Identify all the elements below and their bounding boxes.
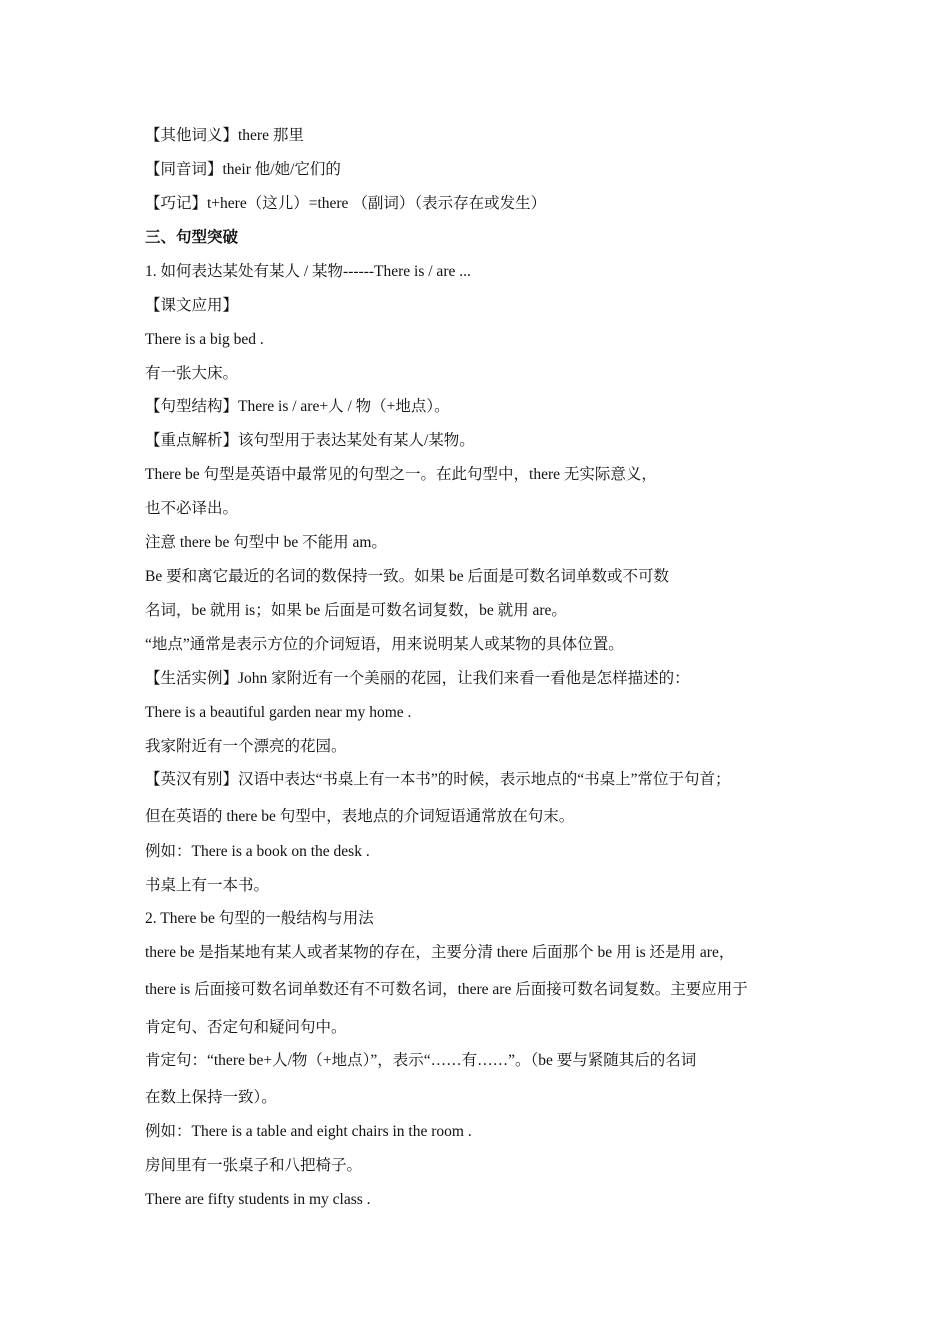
section-heading: 三、句型突破: [145, 229, 239, 246]
line-example-cn: 有一张大床。: [145, 365, 239, 382]
line-example-room-cn: 房间里有一张桌子和八把椅子。: [145, 1157, 363, 1174]
line-difference-a: 【英汉有别】汉语中表达“书桌上有一本书”的时候，表示地点的“书桌上”常位于句首；: [145, 771, 731, 788]
line-example-room-en: 例如：There is a table and eight chairs in the room .: [145, 1123, 472, 1140]
line-para-3a: there be 是指某地有某人或者某物的存在，主要分清 there 后面那个 be 用 is 还是用 are，: [145, 944, 735, 961]
line-point-1-title: 1. 如何表达某处有某人 / 某物------There is / are ...: [145, 263, 471, 280]
line-note: 注意 there be 句型中 be 不能用 am。: [145, 534, 387, 551]
line-homophone: 【同音词】their 他/她/它们的: [145, 161, 341, 178]
line-difference-b: 但在英语的 there be 句型中，表地点的介词短语通常放在句末。: [145, 808, 575, 825]
line-text-application: 【课文应用】: [145, 297, 239, 314]
line-para-1b: 也不必译出。: [145, 500, 239, 517]
line-para-1a: There be 句型是英语中最常见的句型之一。在此句型中，there 无实际意义，: [145, 466, 657, 483]
line-life-example: 【生活实例】John 家附近有一个美丽的花园，让我们来看一看他是怎样描述的：: [145, 670, 690, 687]
line-location-note: “地点”通常是表示方位的介词短语，用来说明某人或某物的具体位置。: [145, 636, 624, 653]
line-para-3c: 肯定句、否定句和疑问句中。: [145, 1019, 347, 1036]
line-example-desk-cn: 书桌上有一本书。: [145, 877, 270, 894]
line-affirmative-b: 在数上保持一致）。: [145, 1089, 277, 1106]
line-example-class-en: There are fifty students in my class .: [145, 1191, 371, 1208]
line-life-example-en: There is a beautiful garden near my home .: [145, 704, 412, 721]
line-other-meaning: 【其他词义】there 那里: [145, 127, 304, 144]
line-sentence-structure: 【句型结构】There is / are+人 / 物（+地点）。: [145, 398, 450, 415]
line-point-2-title: 2. There be 句型的一般结构与用法: [145, 910, 374, 927]
line-key-analysis: 【重点解析】该句型用于表达某处有某人/某物。: [145, 432, 475, 449]
line-life-example-cn: 我家附近有一个漂亮的花园。: [145, 738, 347, 755]
line-memory-tip: 【巧记】t+here（这儿）=there （副词）（表示存在或发生）: [145, 195, 547, 212]
line-example-en: There is a big bed .: [145, 331, 264, 348]
line-para-2b: 名词，be 就用 is；如果 be 后面是可数名词复数，be 就用 are。: [145, 602, 567, 619]
line-affirmative-a: 肯定句：“there be+人/物（+地点）”，表示“……有……”。（be 要与紧随其后的名词: [145, 1052, 697, 1069]
line-example-desk-en: 例如：There is a book on the desk .: [145, 843, 370, 860]
line-para-2a: Be 要和离它最近的名词的数保持一致。如果 be 后面是可数名词单数或不可数: [145, 568, 669, 585]
line-para-3b: there is 后面接可数名词单数还有不可数名词，there are 后面接可数名词复数。主要应用于: [145, 981, 748, 998]
